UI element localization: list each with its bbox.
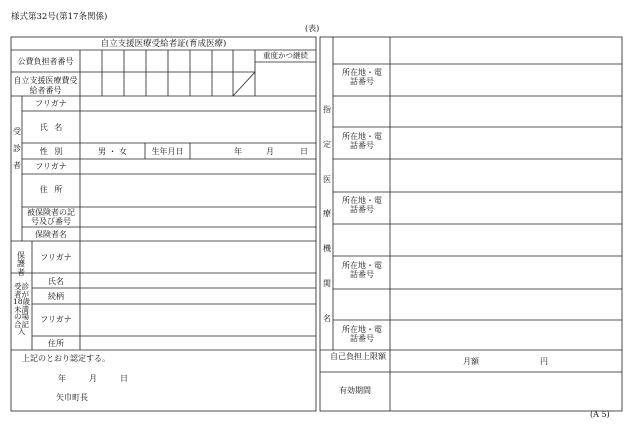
side-label: (表)	[305, 24, 320, 33]
patient-group-label: 受診者	[13, 127, 21, 170]
payer-number-label: 公費負担者番号	[17, 57, 74, 66]
guardian-furigana2-label: フリガナ	[40, 315, 72, 324]
relation-label: 続柄	[48, 292, 64, 301]
patient-name-label: 氏 名	[39, 123, 63, 132]
address-phone-label-3: 所在地・電話番号	[342, 196, 382, 215]
guardian-address-label: 住所	[48, 339, 64, 348]
certify-text: 上記のとおり認定する。	[22, 354, 110, 363]
certificate-title: 自立支援医療受給者証(育成医療)	[100, 39, 227, 49]
patient-furigana-label: フリガナ	[35, 99, 67, 108]
validity-period-label: 有効期間	[339, 386, 371, 395]
address-phone-label-2: 所在地・電話番号	[342, 132, 382, 151]
address-phone-label-4: 所在地・電話番号	[342, 261, 382, 280]
medical-institution-group-label: 指定医療機関名	[323, 105, 331, 323]
copay-limit-label: 自己負担上限額	[330, 352, 386, 361]
dob-day: 日	[300, 147, 308, 156]
insurer-name-label: 保険者名	[35, 230, 67, 239]
minor-note-label: 受診者が18歳未満の場合記入	[12, 282, 31, 336]
yen-label: 円	[540, 357, 548, 366]
sex-label: 性 別	[39, 147, 63, 156]
address-phone-label-5: 所在地・電話番号	[342, 325, 382, 344]
address-label: 住 所	[39, 185, 63, 194]
dob-year: 年	[234, 147, 242, 156]
recipient-number-label: 自立支援医療費受給者番号	[13, 76, 78, 95]
insured-number-label: 被保険者の記号及び番号	[27, 208, 75, 227]
cert-year: 年	[58, 374, 66, 383]
cert-month: 月	[89, 374, 97, 383]
dob-month: 月	[266, 147, 274, 156]
sex-value: 男 ・ 女	[97, 147, 128, 156]
dob-label: 生年月日	[151, 147, 184, 156]
monthly-label: 月額	[463, 357, 479, 366]
guardian-group-label: 保護者	[17, 251, 25, 277]
address-phone-label-1: 所在地・電話番号	[342, 68, 382, 87]
guardian-furigana-label: フリガナ	[40, 253, 72, 262]
mayor-name: 矢巾町長	[56, 393, 88, 402]
paper-size-note: (A 5)	[590, 410, 610, 419]
form-number: 様式第32号(第17条関係)	[11, 12, 108, 22]
address-furigana-label: フリガナ	[35, 162, 67, 171]
severe-continuous-label: 重度かつ継続	[263, 51, 308, 60]
cert-day: 日	[120, 374, 128, 383]
guardian-name-label: 氏名	[48, 277, 64, 286]
